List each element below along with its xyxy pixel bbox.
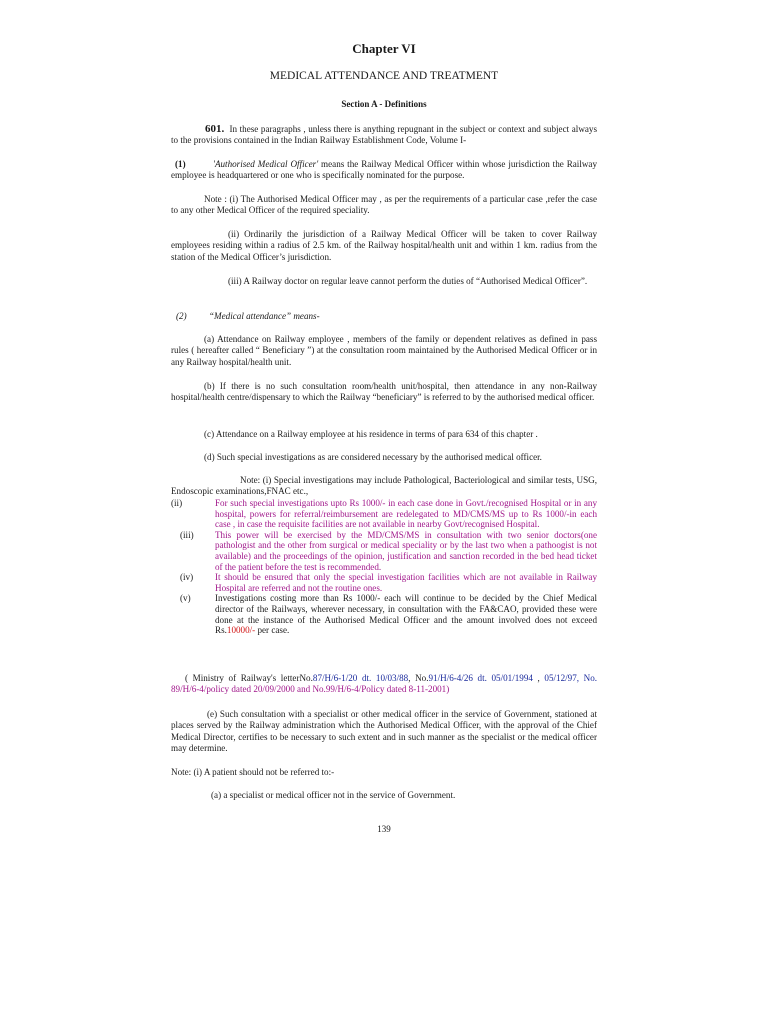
ref-text: , No. [408,673,429,683]
list-text-part: Investigations costing more than Rs 1000/- each will continue to be decided by the Chief Medical director of the Railways, wherever necessary, in consultation with the FA&CAO, provided these were done at the instance of the Authorised Medical Officer and the amount involved does not exceed Rs. [215,593,597,636]
item-a: (a) Attendance on Railway employee , members of the family or dependent relatives as defined in pass rules ( hereafter called “ Beneficiary ”) at the consultation room maintained by the Authorised Medical Officer or in any Railway hospital/health unit. [171,334,597,367]
item-b: (b) If there is no such consultation room/health unit/hospital, then attendance in any non-Railway hospital/health centre/dispensary to which the Railway “beneficiary” is referred to by the authorised medical officer. [171,381,597,403]
letter-link[interactable]: 05/12/97 [544,673,577,683]
note-e-a: (a) a specialist or medical officer not in the service of Government. [211,790,456,800]
list-item-ii [171,498,597,530]
letter-link[interactable]: 99/H/6-4/Policy dated 8-11-2001 [325,684,447,695]
chapter-heading: Chapter VI [352,41,416,56]
note-d: Note: (i) Special investigations may include Pathological, Bacteriological and similar tests, USG, Endoscopic examinations,FNAC etc., [171,475,597,497]
note-1: Note : (i) The Authorised Medical Officer may , as per the requirements of a particular case ,refer the case to any other Medical Officer of the required speciality. [171,194,597,216]
def-term: “Medical attendance” means- [209,311,320,321]
list-number: (v) [180,593,191,604]
note-2: (ii) Ordinarily the jurisdiction of a Railway Medical Officer will be taken to cover Railway employees residing within a radius of 2.5 km. of the Railway hospital/health unit and within 1 km. radius from the station of the Medical Officer’s jurisdiction. [171,229,597,262]
item-e: (e) Such consultation with a specialist or other medical officer in the service of Government, stationed at places served by the Railway administration which the Authorised Medical Officer, with the approval of the Chief Medical Director, certifies to be necessary to such extent and in such manner as the specialist or the medical officer may determine. [171,709,597,754]
definition-1 [171,159,597,182]
list-item-iv [171,572,597,593]
item-c: (c) Attendance on a Railway employee at his residence in terms of para 634 of this chapter . [204,429,538,439]
para-number: 601. [205,123,225,135]
sub-list [171,498,597,636]
para-text: In these paragraphs , unless there is anything repugnant in the subject or context and subject always to the provisions contained in the Indian Railway Establishment Code, Volume I- [171,124,598,146]
list-text: For such special investigations upto Rs 1000/- in each case done in Govt./recognised Hospital or in any hospital, powers for referral/reimbursement are redelegated to MD/CMS/MS up to Rs 1000/-in each case , in case the requisite facilities are not available in nearby Govt/recognised Hospital. [215,498,597,530]
list-number: (ii) [171,498,183,508]
letter-link[interactable]: 91/H/6-4/26 dt. 05/01/1994 [428,673,533,683]
list-item-v [171,593,597,635]
list-text-part: per case. [255,625,290,636]
note-e: Note: (i) A patient should not be referred to:- [171,767,335,777]
ref-text: and No. [294,684,326,695]
ministry-reference [171,673,597,696]
list-text: This power will be exercised by the MD/CMS/MS in consultation with two senior doctors(one pathologist and the other from surgical or medical speciality or by the last two when a pathoogist is not available) and the proceedings of the opinion, justification and sanction recorded in the bed head ticket of the patient before the test is recommended. [215,529,597,572]
list-number: (iii) [180,529,194,540]
paragraph-601 [171,124,597,147]
letter-link[interactable]: 89/H/6-4/policy dated 20/09/2000 [171,684,295,695]
def-number: (2) [176,311,187,321]
amount-value: 10000/- [226,625,256,636]
note-3: (iii) A Railway doctor on regular leave cannot perform the duties of “Authorised Medical Officer”. [228,276,588,286]
ref-text: ) [446,684,450,695]
section-heading: Section A - Definitions [341,99,427,109]
list-text: It should be ensured that only the special investigation facilities which are not available in Railway Hospital are referred and not the routine ones. [215,572,597,593]
letter-link[interactable]: 87/H/6-1/20 dt. 10/03/88 [312,673,409,683]
list-text [215,593,597,635]
def-number: (1) [175,159,186,169]
list-item-iii [171,530,597,572]
list-number: (iv) [180,572,194,583]
chapter-title: MEDICAL ATTENDANCE AND TREATMENT [269,70,499,82]
ref-text: , [532,673,545,683]
item-d: (d) Such special investigations as are considered necessary by the authorised medical officer. [204,452,542,462]
page-number: 139 [377,824,391,834]
definition-2 [171,311,597,322]
def-text: means the Railway Medical Officer within whose jurisdiction the Railway employee is headquartered or one who is specifically nominated for the purpose. [171,159,597,181]
ref-text: ( Ministry of Railway's letterNo. [185,673,313,683]
def-term: 'Authorised Medical Officer' [213,159,319,169]
ref-text: , No. [576,673,598,683]
